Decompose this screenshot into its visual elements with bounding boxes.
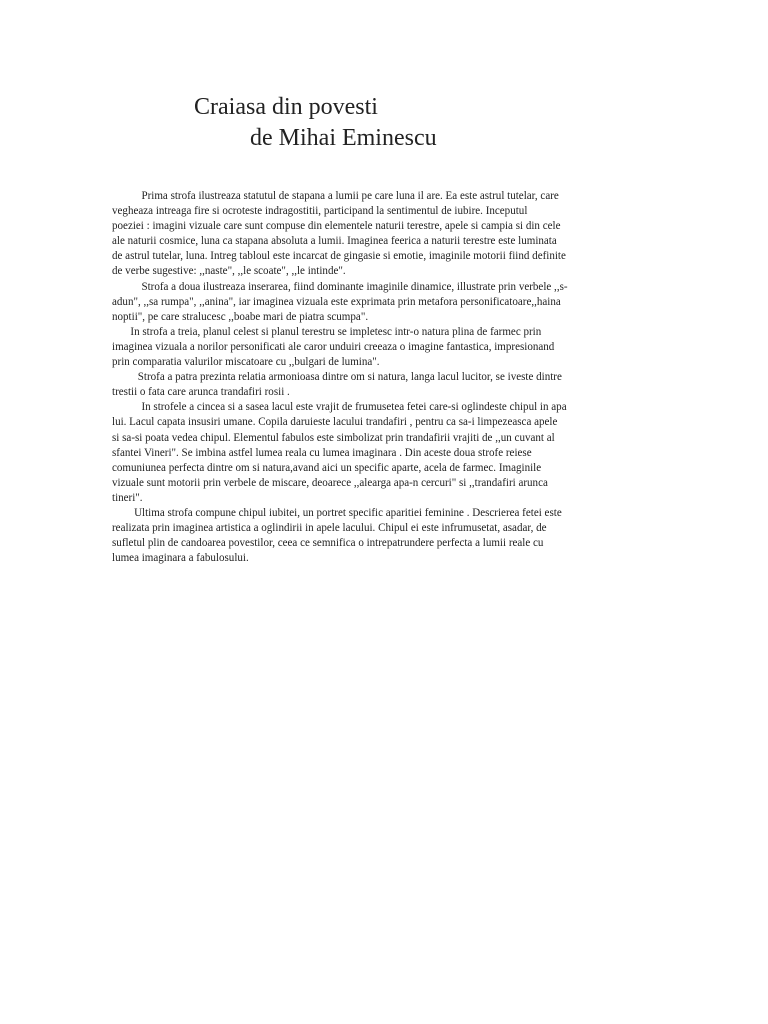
text-line: trestii o fata care arunca trandafiri rosii . — [112, 384, 290, 399]
body-text — [112, 188, 616, 565]
text-line: de verbe sugestive: ,,naste", ,,le scoate", ,,le intinde". — [112, 263, 346, 278]
text-line: In strofele a cincea si a sasea lacul este vrajit de frumusetea fetei care-si oglindeste chipul in apa — [141, 399, 567, 414]
text-line: vizuale sunt motorii prin verbele de miscare, deoarece ,,alearga apa-n cercuri" si ,,trandafiri arunca — [112, 474, 548, 489]
text-line: vegheaza intreaga fire si ocroteste indragostitii, participand la sentimentul de iubire. Inceputul — [112, 203, 528, 218]
text-line: prin comparatia valurilor miscatoare cu ,,bulgari de lumina". — [112, 354, 380, 369]
text-line: sufletul plin de candoarea povestilor, ceea ce semnifica o intrepatrundere perfecta a lumii reale cu — [112, 535, 544, 550]
text-line: In strofa a treia, planul celest si planul terestru se impletesc intr-o natura plina de farmec prin — [130, 323, 542, 338]
text-line: lui. Lacul capata insusiri umane. Copila daruieste lacului trandafiri , pentru ca sa-i limpezeasca apele — [112, 414, 558, 429]
text-line: lumea imaginara a fabulosului. — [112, 550, 249, 565]
text-line: Strofa a patra prezinta relatia armonioasa dintre om si natura, langa lacul lucitor, se iveste dintre — [137, 369, 562, 384]
text-line: Prima strofa ilustreaza statutul de stapana a lumii pe care luna il are. Ea este astrul tutelar, care — [141, 188, 559, 202]
page-title: Craiasa din povesti — [194, 94, 378, 120]
text-line: realizata prin imaginea artistica a oglindirii in apele lacului. Chipul ei este infrumusetat, asadar, de — [112, 520, 547, 535]
text-line: Ultima strofa compune chipul iubitei, un portret specific aparitiei feminine . Descrierea fetei este — [134, 504, 562, 519]
text-line: noptii", pe care stralucesc ,,boabe mari de piatra scumpa". — [112, 308, 369, 323]
text-line: de astrul tutelar, luna. Intreg tabloul este incarcat de gingasie si emotie, imaginile motorii fiind definite — [112, 248, 566, 263]
text-line: comuniunea perfecta dintre om si natura,avand aici un specific aparte, acela de farmec. Imaginile — [112, 459, 542, 474]
text-line: adun", ,,sa rumpa", ,,anina", iar imaginea vizuala este exprimata prin metafora personificatoare,,haina — [112, 293, 561, 308]
text-line: sfantei Vineri". Se imbina astfel lumea reala cu lumea imaginara . Din aceste doua strofe reiese — [112, 444, 532, 459]
text-line: si sa-si poata vedea chipul. Elementul fabulos este simbolizat prin trandafirii vrajiti de ,,un cuvant al — [112, 429, 555, 444]
text-line: imaginea vizuala a norilor personificati ale caror unduiri creeaza o imagine fantastica, impresionand — [112, 338, 555, 353]
text-line: poeziei : imagini vizuale care sunt compuse din elementele naturii terestre, apele si campia si din cele — [112, 218, 561, 233]
page-subtitle: de Mihai Eminescu — [250, 125, 437, 151]
text-line: ale naturii cosmice, luna ca stapana absoluta a lumii. Imaginea feerica a naturii terestre este luminata — [112, 233, 557, 248]
text-line: tineri". — [112, 489, 143, 504]
text-line: Strofa a doua ilustreaza inserarea, fiind dominante imaginile dinamice, illustrate prin verbele ,,s- — [141, 278, 568, 293]
